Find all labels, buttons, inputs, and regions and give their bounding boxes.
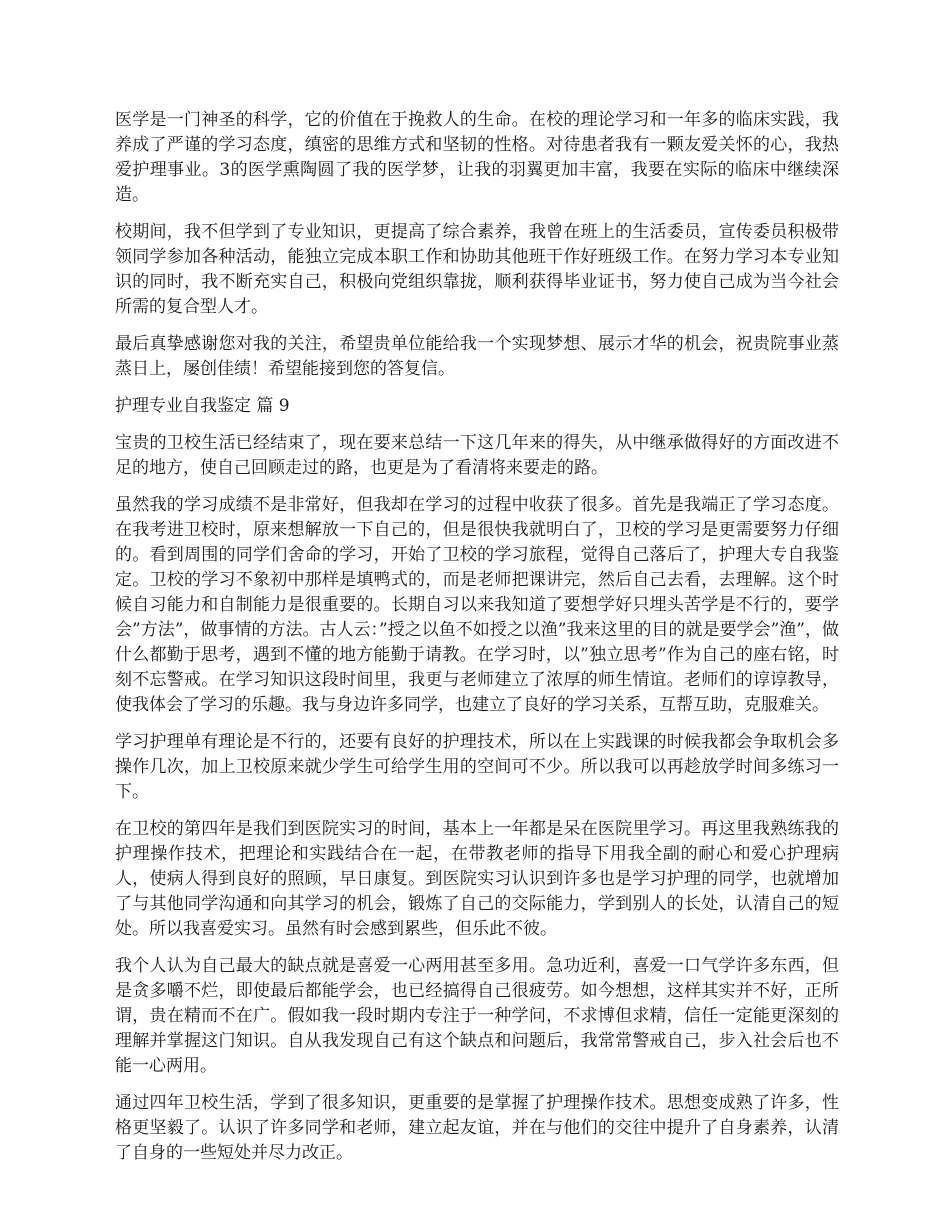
paragraph: 医学是一门神圣的科学，它的价值在于挽救人的生命。在校的理论学习和一年多的临床实践，我养成了严谨的学习态度，缜密的思维方式和坚韧的性格。对待患者我有一颗友爱关怀的心，我热爱护理事业。3的医学熏陶圆了我的医学梦，让我的羽翼更加丰富，我要在实际的临床中继续深造。 (115, 110, 839, 205)
paragraph: 最后真挚感谢您对我的关注，希望贵单位能给我一个实现梦想、展示才华的机会，祝贵院事业蒸蒸日上，屡创佳绩！希望能接到您的答复信。 (115, 334, 839, 379)
paragraph: 宝贵的卫校生活已经结束了，现在要来总结一下这几年来的得失，从中继承做得好的方面改进不足的地方，使自己回顾走过的路，也更是为了看清将来要走的路。 (115, 433, 839, 478)
paragraph: 我个人认为自己最大的缺点就是喜爱一心两用甚至多用。急功近利，喜爱一口气学许多东西，但是贪多嚼不烂，即使最后都能学会，也已经搞得自己很疲劳。如今想想，这样其实并不好，正所谓，贵在精而不在广。假如我一段时期内专注于一种学问，不求博但求精，信任一定能更深刻的理解并掌握这门知识。自从我发现自己有这个缺点和问题后，我常常警戒自己，步入社会后也不能一心两用。 (115, 956, 839, 1076)
paragraph: 学习护理单有理论是不行的，还要有良好的护理技术，所以在上实践课的时候我都会争取机会多操作几次，加上卫校原来就少学生可给学生用的空间可不少。所以我可以再趁放学时间多练习一下。 (115, 732, 839, 802)
section-title: 护理专业自我鉴定 篇 9 (115, 396, 290, 416)
document-body (115, 108, 839, 1178)
paragraph: 虽然我的学习成绩不是非常好，但我却在学习的过程中收获了很多。首先是我端正了学习态度。在我考进卫校时，原来想解放一下自己的，但是很快我就明白了，卫校的学习是更需要努力仔细的。看到周围的同学们舍命的学习，开始了卫校的学习旅程，觉得自己落后了，护理大专自我鉴定。卫校的学习不象初中那样是填鸭式的，而是老师把课讲完，然后自己去看，去理解。这个时候自习能力和自制能力是很重要的。长期自习以来我知道了要想学好只埋头苦学是不行的，要学会”方法”，做事情的方法。古人云：”授之以鱼不如授之以渔”我来这里的目的就是要学会”渔”，做什么都勤于思考，遇到不懂的地方能勤于请教。在学习时，以”独立思考”作为自己的座右铭，时刻不忘警戒。在学习知识这段时间里，我更与老师建立了浓厚的师生情谊。老师们的谆谆教导，使我体会了学习的乐趣。我与身边许多同学，也建立了良好的学习关系，互帮互助，克服难关。 (115, 495, 839, 715)
paragraph: 校期间，我不但学到了专业知识，更提高了综合素养，我曾在班上的生活委员，宣传委员积极带领同学参加各种活动，能独立完成本职工作和协助其他班干作好班级工作。在努力学习本专业知识的同时，我不断充实自己，积极向党组织靠拢，顺利获得毕业证书，努力使自己成为当今社会所需的复合型人才。 (115, 222, 839, 317)
paragraph: 通过四年卫校生活，学到了很多知识，更重要的是掌握了护理操作技术。思想变成熟了许多，性格更坚毅了。认识了许多同学和老师，建立起友谊，并在与他们的交往中提升了自身素养，认清了自身的一些短处并尽力改正。 (115, 1093, 839, 1163)
paragraph: 在卫校的第四年是我们到医院实习的时间，基本上一年都是呆在医院里学习。再这里我熟练我的护理操作技术，把理论和实践结合在一起，在带教老师的指导下用我全副的耐心和爱心护理病人，使病人得到良好的照顾，早日康复。到医院实习认识到许多也是学习护理的同学，也就增加了与其他同学沟通和向其学习的机会，锻炼了自己的交际能力，学到别人的长处，认清自己的短处。所以我喜爱实习。虽然有时会感到累些，但乐此不彼。 (115, 819, 839, 939)
